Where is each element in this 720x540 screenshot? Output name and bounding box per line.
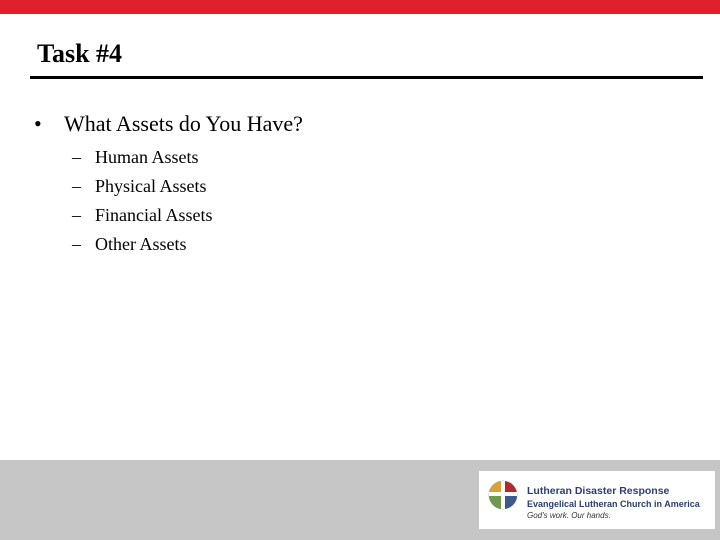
sub-bullet-list	[72, 143, 213, 259]
elca-cross-mosaic-icon	[488, 480, 518, 510]
bullet-text: What Assets do You Have?	[64, 111, 303, 136]
logo-tagline: God's work. Our hands.	[527, 511, 611, 520]
logo-church-name: Evangelical Lutheran Church in America	[527, 499, 700, 509]
sub-bullet-item	[72, 201, 213, 230]
top-accent-bar	[0, 0, 720, 14]
dash-marker: –	[72, 147, 81, 167]
logo-text-block	[527, 485, 700, 521]
sub-bullet-text: Human Assets	[95, 147, 199, 167]
sub-bullet-text: Other Assets	[95, 234, 187, 254]
sub-bullet-text: Physical Assets	[95, 176, 207, 196]
sub-bullet-text: Financial Assets	[95, 205, 213, 225]
dash-marker: –	[72, 176, 81, 196]
dash-marker: –	[72, 205, 81, 225]
logo-org-name: Lutheran Disaster Response	[527, 485, 670, 497]
slide-title: Task #4	[37, 39, 123, 68]
dash-marker: –	[72, 234, 81, 254]
sub-bullet-item	[72, 143, 213, 172]
bullet-marker: •	[34, 111, 42, 136]
sub-bullet-item	[72, 230, 213, 259]
sub-bullet-item	[72, 172, 213, 201]
bullet-item	[34, 110, 303, 138]
organization-logo	[479, 471, 715, 529]
title-divider	[30, 76, 703, 79]
